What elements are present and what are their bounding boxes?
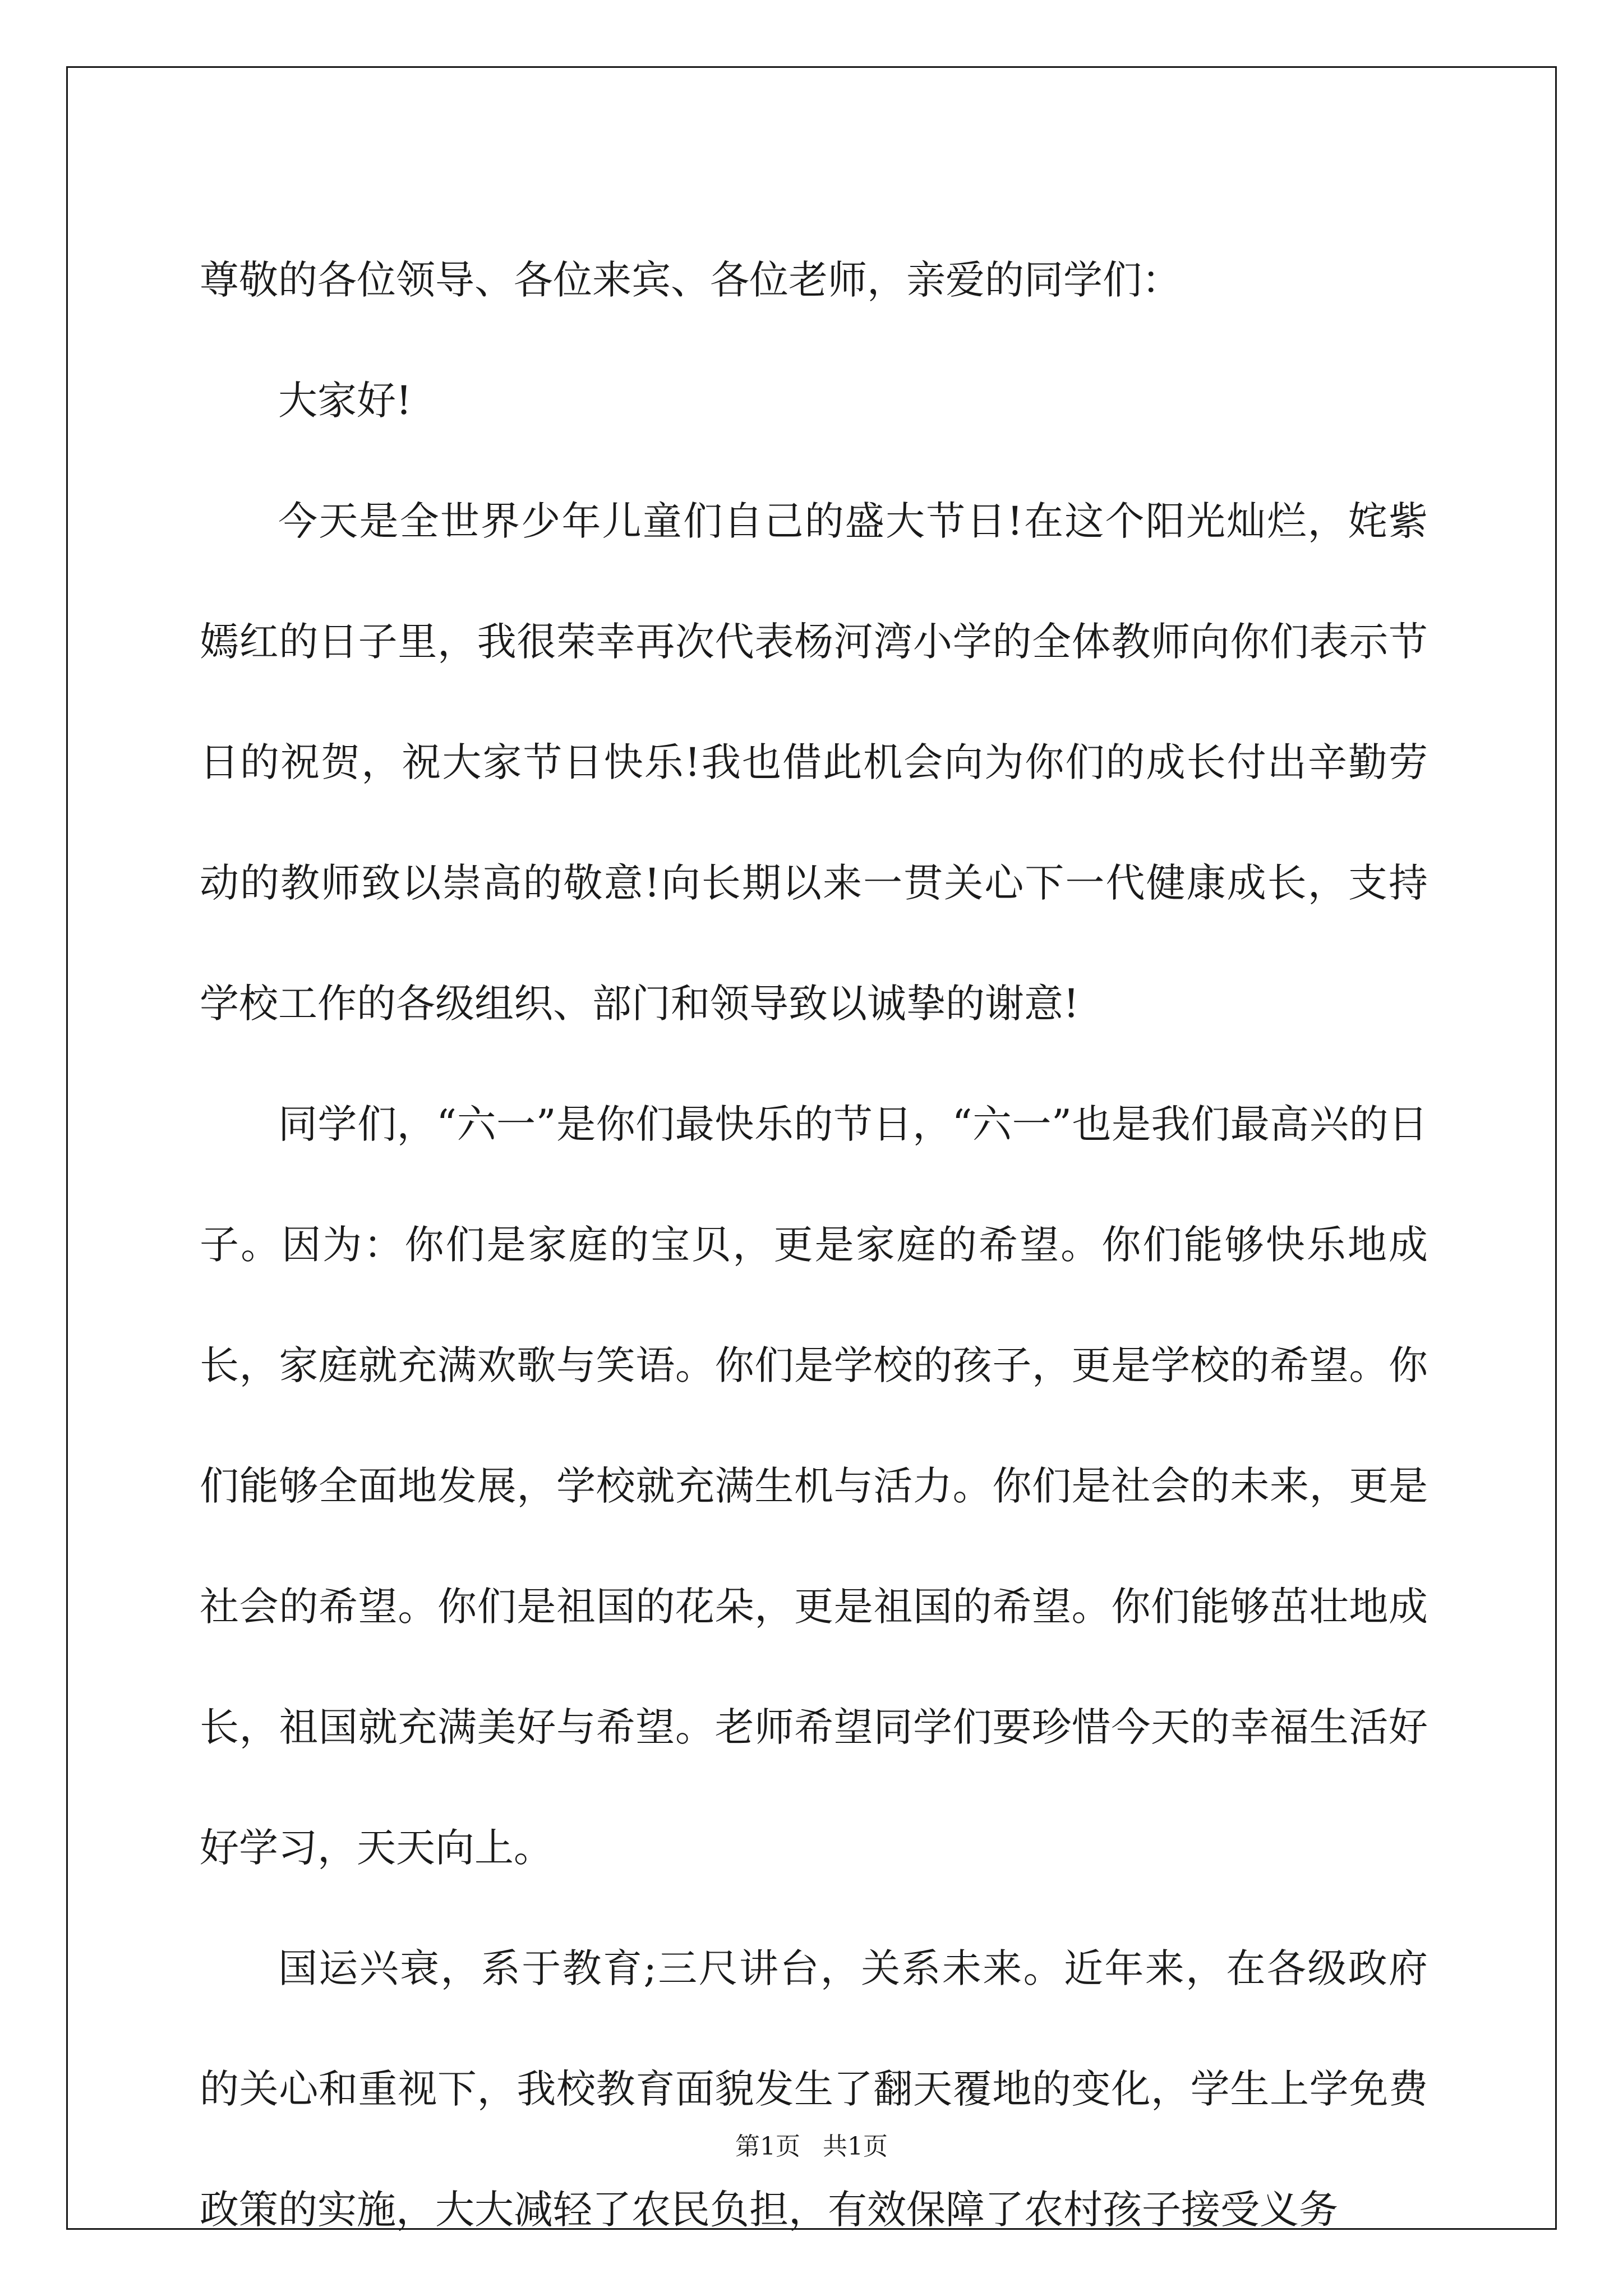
paragraph-students: 同学们，“六一”是你们最快乐的节日，“六一”也是我们最高兴的日子。因为：你们是家庭的宝贝，更是家庭的希望。你们能够快乐地成长，家庭就充满欢歌与笑语。你们是学校的孩子，更是学校的希望。你们能够全面地发展，学校就充满生机与活力。你们是社会的未来，更是社会的希望。你们是祖国的花朵，更是祖国的希望。你们能够茁壮地成长，祖国就充满美好与希望。老师希望同学们要珍惜今天的幸福生活好好学习，天天向上。 [200,1101,1428,1871]
page-number: 第1页 [735,2132,800,2161]
paragraph-greeting: 大家好! [278,378,412,424]
document-body [200,220,1428,2270]
paragraph-festival: 今天是全世界少年儿童们自己的盛大节日!在这个阳光灿烂，姹紫嫣红的日子里，我很荣幸再次代表杨河湾小学的全体教师向你们表示节日的祝贺，祝大家节日快乐!我也借此机会向为你们的成长付出辛勤劳动的教师致以崇高的敬意!向长期以来一贯关心下一代健康成长，支持学校工作的各级组织、部门和领导致以诚挚的谢意! [200,498,1428,1027]
page-total: 共1页 [823,2132,888,2161]
page-footer [0,2126,1623,2162]
paragraph-education: 国运兴衰，系于教育;三尺讲台，关系未来。近年来，在各级政府的关心和重视下，我校教育面貌发生了翻天覆地的变化，学生上学免费政策的实施，大大减轻了农民负担，有效保障了农村孩子接受义务 [200,1945,1428,2233]
salutation: 尊敬的各位领导、各位来宾、各位老师，亲爱的同学们： [200,257,1181,303]
